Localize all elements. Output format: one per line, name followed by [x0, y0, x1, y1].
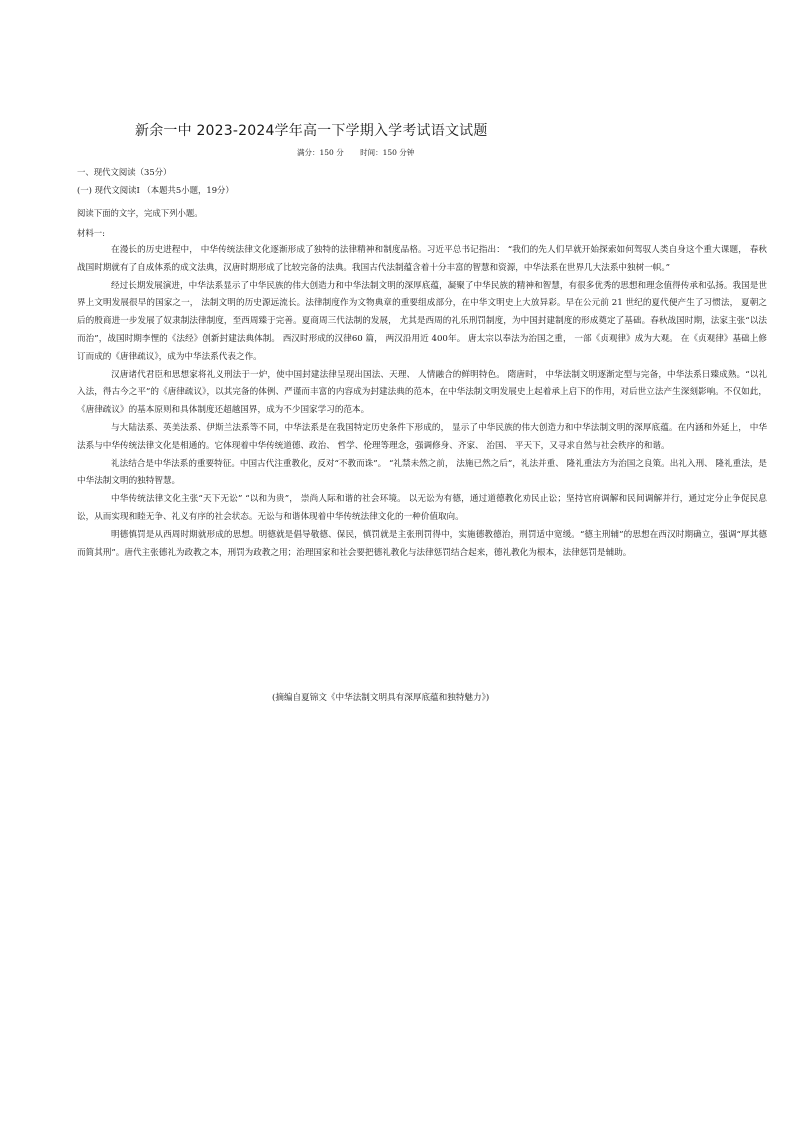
subsection-heading: (一) 现代文阅读Ⅰ （本题共5小题，19分）: [77, 185, 234, 195]
paragraph: 明德慎罚是从西周时期就形成的思想。明德就是倡导敬德、保民，慎罚就是主张刑罚得中，实施德教德治，刑罚适中宽缓。“德主刑辅”的思想在西汉时期确立，强调“厚其德而简其刑”。唐代主张德礼为政教之本，刑罚为政教之用；治理国家和社会要把德礼教化与法律惩罚结合起来，德礼教化为根本，法律惩罚是辅助。: [77, 529, 767, 558]
paragraph: 经过长期发展演进，中华法系显示了中华民族的伟大创造力和中华法制文明的深厚底蕴，凝聚了中华民族的精神和智慧，有很多优秀的思想和理念值得传承和弘扬。我国是世界上文明发展很早的国家之一， 法制文明的历史源远流长。法律制度作为文物典章的重要组成部分，在中华文明史上大放异彩。早在公元前 21 世纪的夏代便产生了习惯法， 夏朝之后的殷商进一步发展了奴隶制法律制度，至西周臻于完善。夏商周三代法制的发展， 尤其是西周的礼乐刑罚制度，为中国封建制度的形成奠定了基础。春秋战国时期，法家主张“以法而治”，战国时期李悝的《法经》创新封建法典体制。 西汉时形成的汉律60 篇， 两汉沿用近 400年。 唐太宗以奉法为治国之重， 一部《贞观律》成为大观。 在《贞观律》基础上修订而成的《唐律疏议》，成为中华法系代表之作。: [77, 280, 767, 362]
time-label: 时间：150 分钟: [360, 148, 415, 157]
paragraph: 与大陆法系、英美法系、伊斯兰法系等不同，中华法系是在我国特定历史条件下形成的， 显示了中华民族的伟大创造力和中华法制文明的深厚底蕴。在内涵和外延上， 中华法系与中华传统法律文化是相通的。它体现着中华传统道德、政治、 哲学、伦理等理念，强调修身、齐家、 治国、 平天下，又寻求自然与社会秩序的和谐。: [77, 422, 767, 451]
exam-title: 新余一中 2023-2024学年高一下学期入学考试语文试题: [135, 123, 488, 139]
paragraph: 中华传统法律文化主张“天下无讼” “以和为贵”， 崇尚人际和谐的社会环境。 以无讼为有德，通过道德教化劝民止讼；坚持官府调解和民间调解并行，通过定分止争促民息讼，从而实现和睦无争、礼义有序的社会状态。无讼与和谐体现着中华传统法律文化的一种价值取向。: [77, 494, 767, 522]
instruction-text: 阅读下面的文字，完成下列小题。: [77, 208, 203, 218]
score-label: 满分：150 分: [297, 148, 344, 157]
paragraph: 汉唐诸代君臣和思想家将礼义刑法于一炉，使中国封建法律呈现出国法、天理、 人情融合的鲜明特色。 隋唐时， 中华法制文明逐渐定型与完备，中华法系日臻成熟。“以礼入法，得古今之平”的《唐律疏议》，以其完备的体例、严谨而丰富的内容成为封建法典的范本，在中华法制文明发展史上起着承上启下的作用，对后世立法产生深刻影响。不仅如此， 《唐律疏议》的基本原则和具体制度还超越国界，成为不少国家学习的范本。: [77, 369, 767, 416]
material-body: [77, 242, 767, 562]
exam-meta: [297, 147, 428, 158]
section-heading: 一、现代文阅读（35分）: [77, 167, 172, 177]
material-label: 材料一:: [77, 228, 105, 238]
source-citation: (摘编自夏锦文《中华法制文明具有深厚底蕴和独特魅力》): [272, 693, 490, 703]
paragraph: 在漫长的历史进程中， 中华传统法律文化逐渐形成了独特的法律精神和制度品格。习近平总书记指出： “我们的先人们早就开始探索如何驾驭人类自身这个重大课题， 春秋战国时期就有了自成体系的成文法典，汉唐时期形成了比较完备的法典。我国古代法制蕴含着十分丰富的智慧和资源，中华法系在世界几大法系中独树一帜。”: [77, 245, 767, 273]
paragraph: 礼法结合是中华法系的重要特征。中国古代注重教化，反对“不教而诛”。 “礼禁未然之前， 法施已然之后”，礼法并重、 隆礼重法方为治国之良策。出礼入刑、 隆礼重法，是中华法制文明的独特智慧。: [77, 458, 767, 487]
